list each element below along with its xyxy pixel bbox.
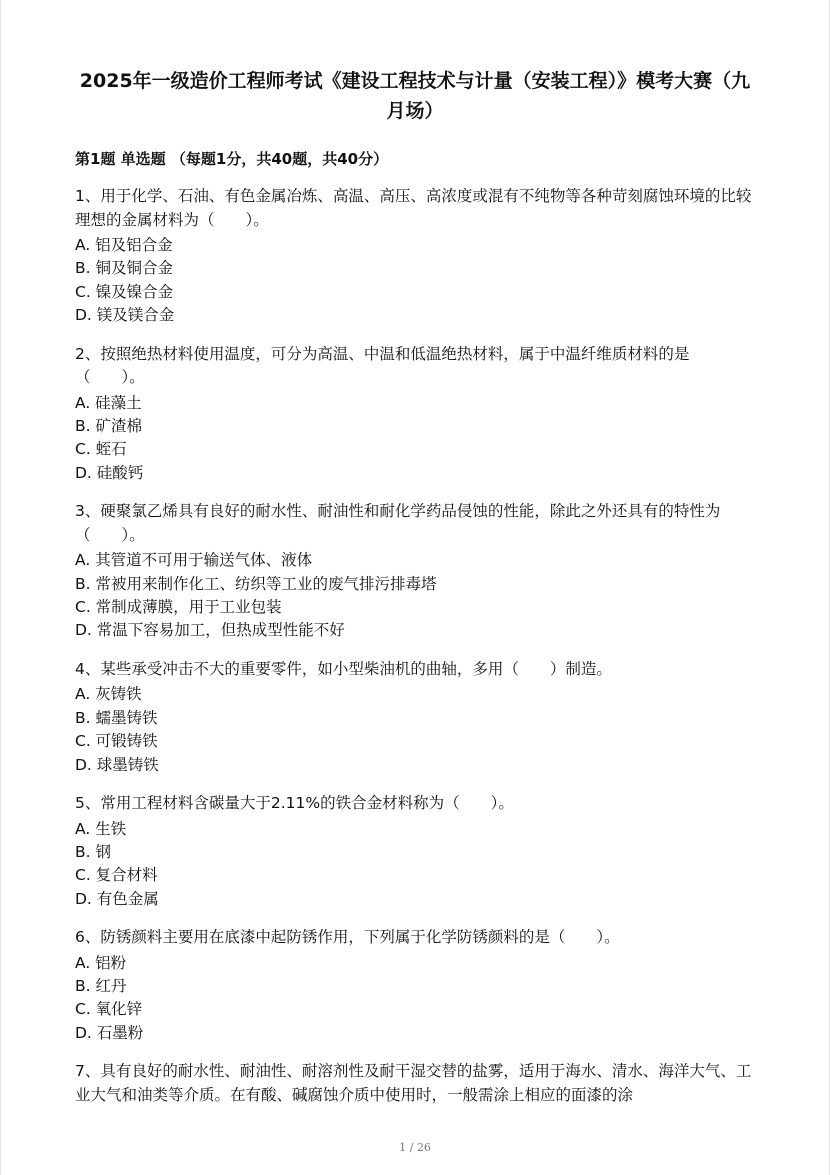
option-a: A. 其管道不可用于输送气体、液体 (75, 551, 313, 570)
option-b: B. 矿渣棉 (75, 417, 142, 436)
option-c: C. 氧化锌 (75, 1000, 143, 1019)
question-stem: 5、常用工程材料含碳量大于2.11%的铁合金材料称为（ ）。 (75, 794, 514, 812)
option-c: C. 常制成薄膜，用于工业包装 (75, 598, 282, 617)
question-7 (75, 1060, 755, 1107)
question-2 (75, 343, 755, 486)
document-body (75, 66, 755, 1109)
question-stem: 2、按照绝热材料使用温度，可分为高温、中温和低温绝热材料，属于中温纤维质材料的是（ ）。 (75, 344, 690, 387)
question-stem: 6、防锈颜料主要用在底漆中起防锈作用，下列属于化学防锈颜料的是（ ）。 (75, 928, 620, 947)
option-b: B. 铜及铜合金 (75, 259, 173, 278)
option-a: A. 铝粉 (75, 953, 127, 972)
page-left-edge (0, 0, 1, 1175)
question-6 (75, 926, 755, 1045)
option-b: B. 红丹 (75, 977, 127, 996)
section-header: 第1题 单选题 （每题1分，共40题，共40分） (75, 150, 389, 168)
page-number: 1 / 26 (399, 1141, 431, 1154)
question-stem: 7、具有良好的耐水性、耐油性、耐溶剂性及耐干湿交替的盐雾，适用于海水、清水、海洋大气、工业大气和油类等介质。在有酸、碱腐蚀介质中使用时，一般需涂上相应的面漆的涂 (75, 1062, 752, 1104)
option-d: D. 硅酸钙 (75, 463, 144, 482)
option-b: B. 常被用来制作化工、纺织等工业的废气排污排毒塔 (75, 574, 437, 593)
question-stem: 3、硬聚氯乙烯具有良好的耐水性、耐油性和耐化学药品侵蚀的性能，除此之外还具有的特性为（ ）。 (75, 502, 721, 544)
question-1 (75, 185, 755, 328)
option-c: C. 复合材料 (75, 866, 158, 885)
option-d: D. 常温下容易加工，但热成型性能不好 (75, 621, 345, 640)
option-d: D. 球墨铸铁 (75, 755, 159, 774)
question-stem: 1、用于化学、石油、有色金属冶炼、高温、高压、高浓度或混有不纯物等各种苛刻腐蚀环境的比较理想的金属材料为（ ）。 (75, 187, 752, 229)
option-a: A. 生铁 (75, 819, 127, 838)
question-3 (75, 500, 755, 643)
option-c: C. 可锻铸铁 (75, 732, 158, 751)
option-d: D. 镁及镁合金 (75, 306, 175, 325)
option-b: B. 蠕墨铸铁 (75, 708, 158, 727)
option-a: A. 灰铸铁 (75, 685, 142, 704)
option-c: C. 蛭石 (75, 440, 127, 459)
question-5 (75, 792, 755, 911)
option-b: B. 钢 (75, 842, 111, 861)
option-a: A. 铝及铝合金 (75, 236, 173, 254)
option-a: A. 硅藻土 (75, 393, 142, 412)
option-d: D. 有色金属 (75, 889, 159, 908)
document-title: 2025年一级造价工程师考试《建设工程技术与计量（安装工程）》模考大赛（九月场） (79, 70, 751, 122)
question-stem: 4、某些承受冲击不大的重要零件，如小型柴油机的曲轴，多用（ ）制造。 (75, 659, 612, 678)
question-4 (75, 658, 755, 777)
option-d: D. 石墨粉 (75, 1023, 144, 1042)
option-c: C. 镍及镍合金 (75, 282, 174, 301)
